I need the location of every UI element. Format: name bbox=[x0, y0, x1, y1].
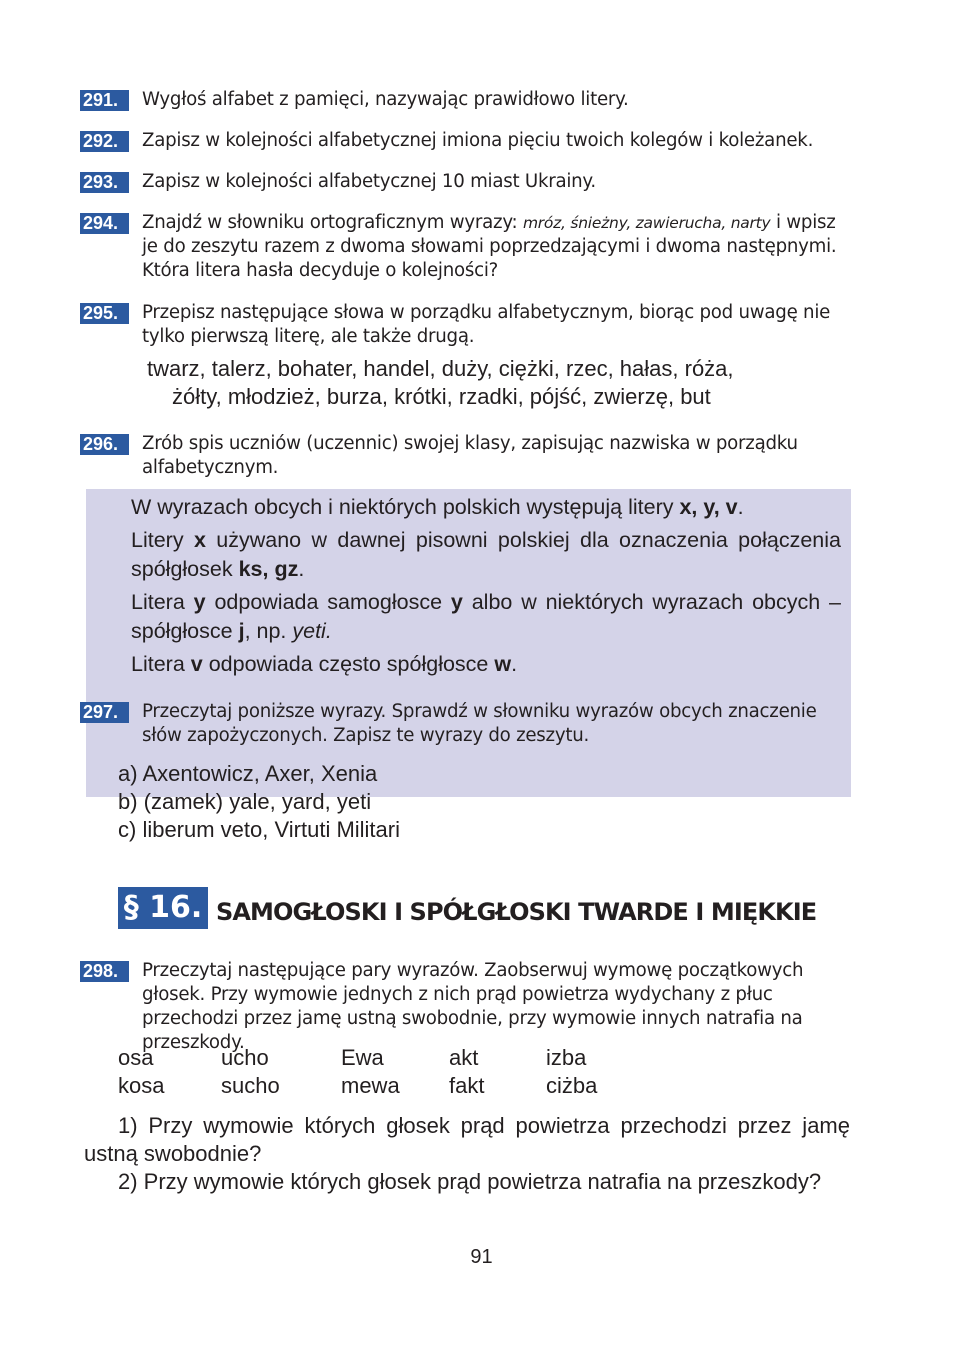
word-list-line: a) Axentowicz, Axer, Xenia bbox=[118, 761, 378, 786]
exercise-text: Wygłoś alfabet z pamięci, nazywając prawidłowo litery. bbox=[142, 89, 629, 110]
exercise-298 bbox=[80, 959, 852, 1055]
word-cell: ucho bbox=[221, 1045, 269, 1070]
exercise-number: 293. bbox=[80, 172, 129, 193]
exercise-number: 296. bbox=[80, 434, 129, 455]
exercise-number: 292. bbox=[80, 131, 129, 152]
exercise-text: Zapisz w kolejności alfabetycznej imiona pięciu twoich kolegów i koleżanek. bbox=[142, 130, 814, 151]
exercise-text: Przepisz następujące słowa w porządku alfabetycznym, biorąc pod uwagę nie tylko pierwszą literę, ale także drugą. bbox=[142, 302, 831, 347]
word-cell: akt bbox=[449, 1045, 479, 1070]
question-1: 1) Przy wymowie których głosek prąd powietrza przechodzi przez jamę ustną swobodnie? bbox=[84, 1113, 850, 1166]
exercise-text: Przeczytaj poniższe wyrazy. Sprawdź w słowniku wyrazów obcych znaczenie słów zapożyczonych. Zapisz te wyrazy do zeszytu. bbox=[142, 701, 817, 746]
word-cell: fakt bbox=[449, 1073, 485, 1098]
exercise-number: 295. bbox=[80, 303, 129, 324]
word-cell: sucho bbox=[221, 1073, 280, 1098]
exercise-text: Zapisz w kolejności alfabetycznej 10 miast Ukrainy. bbox=[142, 171, 596, 192]
exercise-number: 291. bbox=[80, 90, 129, 111]
word-cell: osa bbox=[118, 1045, 154, 1070]
exercise-294 bbox=[80, 211, 852, 283]
rule-paragraph: Litera y odpowiada samogłosce y albo w niektórych wyrazach obcych – spółgłosce j, np. yeti. bbox=[131, 590, 841, 643]
section-title: SAMOGŁOSKI I SPÓŁGŁOSKI TWARDE I MIĘKKIE bbox=[216, 898, 817, 926]
exercise-292 bbox=[80, 129, 852, 153]
exercise-text: Znajdź w słowniku ortograficznym wyrazy: mróz, śnieżny, zawierucha, narty i wpisz je do zeszytu razem z dwoma słowami poprzedzającymi i dwoma następnymi. Która litera hasła decyduje o kolejności? bbox=[142, 212, 837, 281]
word-cell: ciżba bbox=[546, 1073, 598, 1098]
exercise-291 bbox=[80, 88, 852, 112]
word-list-line: c) liberum veto, Virtuti Militari bbox=[118, 817, 400, 842]
word-list-line: b) (zamek) yale, yard, yeti bbox=[118, 789, 372, 814]
rule-paragraph: Litery x używano w dawnej pisowni polskiej dla oznaczenia połączenia spółgłosek ks, gz. bbox=[131, 528, 841, 581]
word-list-line: żółty, młodzież, burza, krótki, rzadki, pójść, zwierzę, but bbox=[172, 384, 711, 409]
rule-paragraph: Litera v odpowiada często spółgłosce w. bbox=[131, 652, 518, 676]
exercise-number: 294. bbox=[80, 213, 129, 234]
word-cell: mewa bbox=[341, 1073, 400, 1098]
word-cell: kosa bbox=[118, 1073, 165, 1098]
exercise-text: Zrób spis uczniów (uczennic) swojej klasy, zapisując nazwiska w porządku alfabetycznym. bbox=[142, 433, 798, 478]
word-cell: Ewa bbox=[341, 1045, 384, 1070]
rule-paragraph: W wyrazach obcych i niektórych polskich występują litery x, y, v. bbox=[131, 495, 744, 519]
question-2: 2) Przy wymowie których głosek prąd powietrza natrafia na przeszkody? bbox=[118, 1169, 822, 1194]
exercise-297 bbox=[80, 700, 852, 748]
section-number: § 16. bbox=[118, 887, 208, 929]
exercise-text: Przeczytaj następujące pary wyrazów. Zaobserwuj wymowę początkowych głosek. Przy wymowie jednych z nich prąd powietrza wydychany z płuc przechodzi przez jamę ustną swobodnie, przy wymowie innych natrafia na przeszkody. bbox=[142, 960, 804, 1053]
word-cell: izba bbox=[546, 1045, 587, 1070]
exercise-295 bbox=[80, 301, 852, 349]
italic-words: mróz, śnieżny, zawierucha, narty bbox=[522, 214, 771, 232]
exercise-number: 298. bbox=[80, 961, 129, 982]
word-list-line: twarz, talerz, bohater, handel, duży, ciężki, rzec, hałas, róża, bbox=[147, 356, 734, 381]
exercise-296 bbox=[80, 432, 852, 480]
exercise-number: 297. bbox=[80, 702, 129, 723]
page-number: 91 bbox=[470, 1246, 493, 1268]
exercise-293 bbox=[80, 170, 852, 194]
